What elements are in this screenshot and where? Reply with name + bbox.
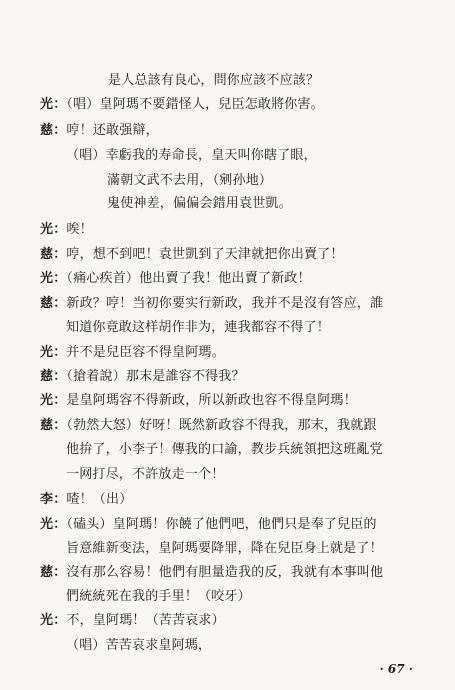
speaker-label: 慈： — [40, 418, 67, 433]
text-line: 李：喳！（出） — [40, 492, 133, 507]
text-line: 慈：新政？哼！当初你要实行新政，我并不是沒有答应，誰 — [40, 296, 384, 311]
speaker-label: 光： — [40, 613, 67, 628]
text-line: （唱）苦苦哀求皇阿瑪， — [66, 638, 212, 653]
text-line: 知道你竟敢这样胡作非为，連我都容不得了！ — [66, 320, 331, 335]
text-line: 光：（痛心疾首）他出賣了我！他出賣了新政！ — [40, 271, 311, 286]
text-line: 光：唉！ — [40, 222, 93, 237]
text-line: 一网打尽，不許放走一个！ — [66, 467, 225, 482]
speaker-label: 李： — [40, 492, 67, 507]
speaker-label: 慈： — [40, 123, 67, 138]
speaker-label: 慈： — [40, 565, 67, 580]
speaker-label: 慈： — [40, 247, 67, 262]
text-line: 光：（磕头）皇阿瑪！你饒了他們吧，他們只是奉了兒臣的 — [40, 517, 377, 532]
text-line: 鬼使神差，偏偏会錯用袁世凱。 — [107, 196, 292, 211]
text-line: 光：（唱）皇阿瑪不要錯怪人，兒臣怎敢將你害。 — [40, 97, 324, 112]
text-line: 們統統死在我的手里！（咬牙） — [66, 589, 251, 604]
speaker-label: 光： — [40, 222, 67, 237]
speaker-label: 光： — [40, 393, 67, 408]
speaker-label: 慈： — [40, 369, 67, 384]
text-line: 慈：（搶着說）那末是誰容不得我？ — [40, 369, 245, 384]
text-line: 旨意維新变法，皇阿瑪要降罪，降在兒臣身上就是了！ — [66, 541, 383, 556]
text-line: 他拚了，小李子！傳我的口諭，教步兵統領把这班亂党 — [66, 442, 383, 457]
speaker-label: 光： — [40, 345, 67, 360]
text-line: 是人总該有良心，問你应該不应該？ — [108, 73, 320, 88]
speaker-label: 慈： — [40, 296, 67, 311]
text-line: 光：不，皇阿瑪！（苦苦哀求） — [40, 613, 225, 628]
text-line: 慈：沒有那么容易！他們有胆量造我的反，我就有本事叫他 — [40, 565, 384, 580]
speaker-label: 光： — [40, 271, 67, 286]
text-line: 光：并不是兒臣容不得皇阿瑪。 — [40, 345, 225, 360]
text-line: 慈：哼，想不到吧！袁世凱到了天津就把你出賣了！ — [40, 247, 344, 262]
text-line: 滿朝文武不去用，（剜孙地） — [107, 173, 273, 188]
text-line: 光：是皇阿瑪容不得新政，所以新政也容不得皇阿瑪！ — [40, 393, 357, 408]
text-line: 慈：（勃然大怒）好呀！既然新政容不得我，那末，我就跟 — [40, 418, 377, 433]
text-line: 慈：哼！还敢强辯， — [40, 123, 159, 138]
text-line: （唱）幸虧我的寿命長，皇天叫你瞎了眼， — [66, 148, 317, 163]
page-number: · 67 · — [379, 662, 413, 676]
speaker-label: 光： — [40, 97, 67, 112]
speaker-label: 光： — [40, 517, 67, 532]
